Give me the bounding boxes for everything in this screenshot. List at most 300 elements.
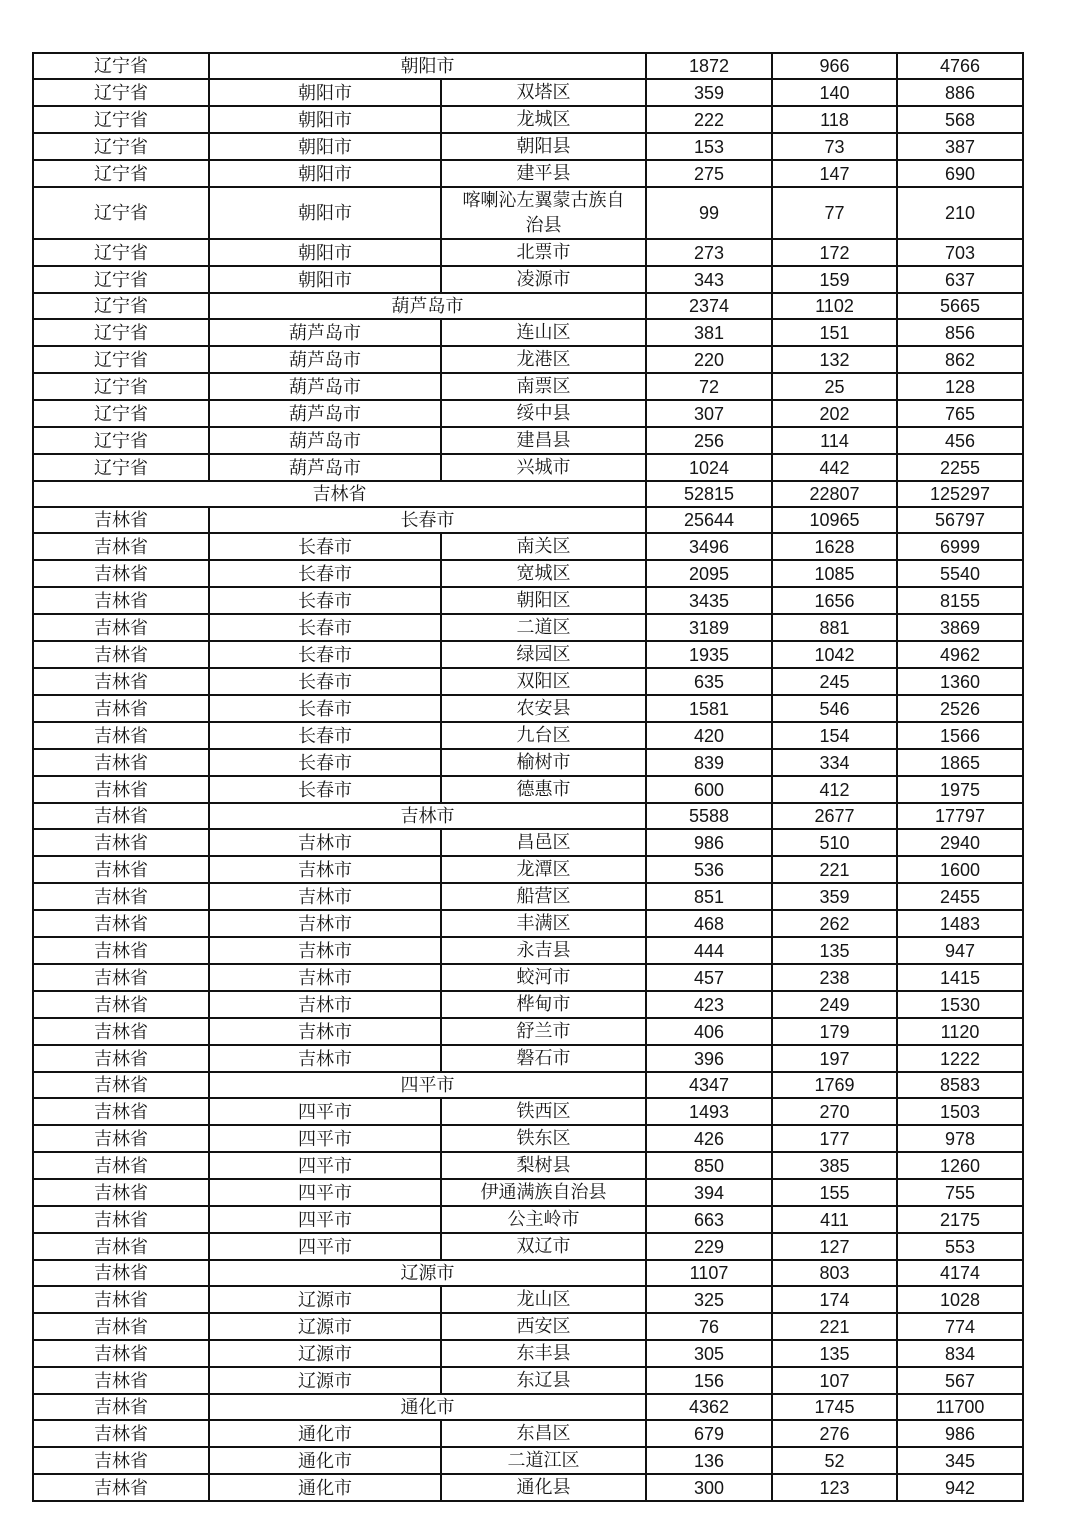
district-cell: 建平县 <box>441 160 646 187</box>
table-row <box>33 79 1023 106</box>
value2-cell: 881 <box>772 614 897 641</box>
value1-cell: 2095 <box>646 560 772 587</box>
table-row <box>33 133 1023 160</box>
province-cell: 吉林省 <box>33 587 209 614</box>
value2-cell: 132 <box>772 346 897 373</box>
value2-cell: 25 <box>772 373 897 400</box>
table-row <box>33 829 1023 856</box>
value2-cell: 135 <box>772 1340 897 1367</box>
province-cell: 吉林省 <box>33 1125 209 1152</box>
province-cell: 辽宁省 <box>33 319 209 346</box>
value3-cell: 345 <box>897 1447 1023 1474</box>
table-row <box>33 1098 1023 1125</box>
value3-cell: 1222 <box>897 1045 1023 1072</box>
table-row <box>33 1152 1023 1179</box>
value1-cell: 635 <box>646 668 772 695</box>
district-cell: 丰满区 <box>441 910 646 937</box>
province-cell: 吉林省 <box>33 1367 209 1394</box>
city-cell: 朝阳市 <box>209 160 441 187</box>
city-cell: 四平市 <box>209 1098 441 1125</box>
province-cell: 吉林省 <box>33 964 209 991</box>
table-row <box>33 1206 1023 1233</box>
value3-cell: 8155 <box>897 587 1023 614</box>
province-cell: 吉林省 <box>33 560 209 587</box>
value2-cell: 114 <box>772 427 897 454</box>
value3-cell: 856 <box>897 319 1023 346</box>
city-cell: 四平市 <box>209 1206 441 1233</box>
table-row <box>33 239 1023 266</box>
value1-cell: 220 <box>646 346 772 373</box>
value2-cell: 135 <box>772 937 897 964</box>
district-cell: 舒兰市 <box>441 1018 646 1045</box>
value3-cell: 8583 <box>897 1072 1023 1098</box>
value3-cell: 703 <box>897 239 1023 266</box>
value2-cell: 1769 <box>772 1072 897 1098</box>
value2-cell: 147 <box>772 160 897 187</box>
value1-cell: 1024 <box>646 454 772 481</box>
value3-cell: 774 <box>897 1313 1023 1340</box>
value3-cell: 755 <box>897 1179 1023 1206</box>
province-cell: 吉林省 <box>33 507 209 533</box>
city-cell: 吉林市 <box>209 1018 441 1045</box>
district-cell: 通化县 <box>441 1474 646 1501</box>
table-row <box>33 964 1023 991</box>
city-cell: 葫芦岛市 <box>209 346 441 373</box>
table-row <box>33 1394 1023 1420</box>
city-summary-cell: 葫芦岛市 <box>209 293 646 319</box>
city-cell: 朝阳市 <box>209 187 441 239</box>
city-summary-cell: 朝阳市 <box>209 53 646 79</box>
value3-cell: 5540 <box>897 560 1023 587</box>
province-cell: 吉林省 <box>33 1233 209 1260</box>
value2-cell: 411 <box>772 1206 897 1233</box>
value3-cell: 2940 <box>897 829 1023 856</box>
district-cell: 龙港区 <box>441 346 646 373</box>
value3-cell: 1483 <box>897 910 1023 937</box>
value3-cell: 11700 <box>897 1394 1023 1420</box>
city-summary-cell: 辽源市 <box>209 1260 646 1286</box>
province-cell: 吉林省 <box>33 1394 209 1420</box>
table-row <box>33 1367 1023 1394</box>
value3-cell: 1600 <box>897 856 1023 883</box>
district-cell: 昌邑区 <box>441 829 646 856</box>
value1-cell: 2374 <box>646 293 772 319</box>
value2-cell: 221 <box>772 856 897 883</box>
value3-cell: 1415 <box>897 964 1023 991</box>
value3-cell: 1260 <box>897 1152 1023 1179</box>
table-row <box>33 400 1023 427</box>
value3-cell: 1566 <box>897 722 1023 749</box>
province-summary-cell: 吉林省 <box>33 481 646 507</box>
table-row <box>33 1286 1023 1313</box>
value2-cell: 140 <box>772 79 897 106</box>
value2-cell: 1745 <box>772 1394 897 1420</box>
city-cell: 辽源市 <box>209 1313 441 1340</box>
district-cell: 永吉县 <box>441 937 646 964</box>
value3-cell: 4962 <box>897 641 1023 668</box>
value1-cell: 343 <box>646 266 772 293</box>
district-cell: 二道区 <box>441 614 646 641</box>
value3-cell: 2175 <box>897 1206 1023 1233</box>
city-cell: 葫芦岛市 <box>209 454 441 481</box>
province-cell: 吉林省 <box>33 776 209 803</box>
value1-cell: 4347 <box>646 1072 772 1098</box>
district-cell: 双塔区 <box>441 79 646 106</box>
table-row <box>33 160 1023 187</box>
table-row <box>33 910 1023 937</box>
table-row <box>33 481 1023 507</box>
district-cell: 桦甸市 <box>441 991 646 1018</box>
value1-cell: 679 <box>646 1420 772 1447</box>
city-cell: 朝阳市 <box>209 266 441 293</box>
district-cell: 南关区 <box>441 533 646 560</box>
value3-cell: 886 <box>897 79 1023 106</box>
province-cell: 辽宁省 <box>33 373 209 400</box>
value2-cell: 238 <box>772 964 897 991</box>
value1-cell: 600 <box>646 776 772 803</box>
district-cell: 蛟河市 <box>441 964 646 991</box>
value2-cell: 221 <box>772 1313 897 1340</box>
district-cell: 双阳区 <box>441 668 646 695</box>
value1-cell: 1581 <box>646 695 772 722</box>
province-cell: 吉林省 <box>33 937 209 964</box>
value1-cell: 229 <box>646 1233 772 1260</box>
city-cell: 吉林市 <box>209 856 441 883</box>
value2-cell: 155 <box>772 1179 897 1206</box>
city-cell: 四平市 <box>209 1233 441 1260</box>
value3-cell: 5665 <box>897 293 1023 319</box>
value1-cell: 839 <box>646 749 772 776</box>
province-cell: 吉林省 <box>33 910 209 937</box>
district-cell: 公主岭市 <box>441 1206 646 1233</box>
table-row <box>33 293 1023 319</box>
value1-cell: 3496 <box>646 533 772 560</box>
value1-cell: 222 <box>646 106 772 133</box>
value1-cell: 52815 <box>646 481 772 507</box>
district-cell: 伊通满族自治县 <box>441 1179 646 1206</box>
value2-cell: 174 <box>772 1286 897 1313</box>
district-cell: 绿园区 <box>441 641 646 668</box>
table-row <box>33 454 1023 481</box>
province-cell: 吉林省 <box>33 1179 209 1206</box>
value3-cell: 942 <box>897 1474 1023 1501</box>
value2-cell: 262 <box>772 910 897 937</box>
province-cell: 吉林省 <box>33 1206 209 1233</box>
city-cell: 辽源市 <box>209 1340 441 1367</box>
region-stats-table <box>32 52 1024 1502</box>
district-cell: 喀喇沁左翼蒙古族自治县 <box>441 187 646 239</box>
value3-cell: 1530 <box>897 991 1023 1018</box>
city-cell: 长春市 <box>209 614 441 641</box>
value3-cell: 637 <box>897 266 1023 293</box>
province-cell: 吉林省 <box>33 991 209 1018</box>
value3-cell: 1975 <box>897 776 1023 803</box>
table-row <box>33 1125 1023 1152</box>
city-cell: 通化市 <box>209 1420 441 1447</box>
table-row <box>33 533 1023 560</box>
district-cell: 二道江区 <box>441 1447 646 1474</box>
value3-cell: 690 <box>897 160 1023 187</box>
value2-cell: 22807 <box>772 481 897 507</box>
value2-cell: 73 <box>772 133 897 160</box>
province-cell: 吉林省 <box>33 1260 209 1286</box>
value3-cell: 1028 <box>897 1286 1023 1313</box>
value1-cell: 406 <box>646 1018 772 1045</box>
value3-cell: 128 <box>897 373 1023 400</box>
value1-cell: 394 <box>646 1179 772 1206</box>
table-row <box>33 560 1023 587</box>
city-cell: 吉林市 <box>209 829 441 856</box>
city-cell: 朝阳市 <box>209 133 441 160</box>
district-cell: 西安区 <box>441 1313 646 1340</box>
value2-cell: 276 <box>772 1420 897 1447</box>
city-cell: 辽源市 <box>209 1286 441 1313</box>
province-cell: 辽宁省 <box>33 106 209 133</box>
value1-cell: 325 <box>646 1286 772 1313</box>
city-summary-cell: 长春市 <box>209 507 646 533</box>
value1-cell: 444 <box>646 937 772 964</box>
district-cell: 龙潭区 <box>441 856 646 883</box>
value3-cell: 3869 <box>897 614 1023 641</box>
city-cell: 通化市 <box>209 1474 441 1501</box>
province-cell: 吉林省 <box>33 1313 209 1340</box>
district-cell: 磐石市 <box>441 1045 646 1072</box>
value1-cell: 457 <box>646 964 772 991</box>
value2-cell: 359 <box>772 883 897 910</box>
value1-cell: 420 <box>646 722 772 749</box>
province-cell: 吉林省 <box>33 695 209 722</box>
value2-cell: 127 <box>772 1233 897 1260</box>
district-cell: 连山区 <box>441 319 646 346</box>
table-row <box>33 266 1023 293</box>
city-cell: 葫芦岛市 <box>209 427 441 454</box>
district-cell: 东丰县 <box>441 1340 646 1367</box>
table-row <box>33 614 1023 641</box>
value2-cell: 334 <box>772 749 897 776</box>
city-cell: 通化市 <box>209 1447 441 1474</box>
city-cell: 吉林市 <box>209 991 441 1018</box>
province-cell: 吉林省 <box>33 1018 209 1045</box>
value2-cell: 270 <box>772 1098 897 1125</box>
value2-cell: 385 <box>772 1152 897 1179</box>
value1-cell: 1935 <box>646 641 772 668</box>
table-row <box>33 53 1023 79</box>
value1-cell: 153 <box>646 133 772 160</box>
value3-cell: 6999 <box>897 533 1023 560</box>
value1-cell: 136 <box>646 1447 772 1474</box>
value1-cell: 156 <box>646 1367 772 1394</box>
value3-cell: 834 <box>897 1340 1023 1367</box>
district-cell: 龙城区 <box>441 106 646 133</box>
city-cell: 长春市 <box>209 533 441 560</box>
province-cell: 辽宁省 <box>33 160 209 187</box>
province-cell: 吉林省 <box>33 614 209 641</box>
table-row <box>33 1045 1023 1072</box>
value2-cell: 172 <box>772 239 897 266</box>
value2-cell: 245 <box>772 668 897 695</box>
value3-cell: 2455 <box>897 883 1023 910</box>
value1-cell: 99 <box>646 187 772 239</box>
province-cell: 辽宁省 <box>33 293 209 319</box>
city-cell: 吉林市 <box>209 937 441 964</box>
province-cell: 吉林省 <box>33 1098 209 1125</box>
table-row <box>33 641 1023 668</box>
table-row <box>33 991 1023 1018</box>
value2-cell: 1628 <box>772 533 897 560</box>
value3-cell: 17797 <box>897 803 1023 829</box>
table-row <box>33 1233 1023 1260</box>
value1-cell: 76 <box>646 1313 772 1340</box>
value1-cell: 381 <box>646 319 772 346</box>
value3-cell: 1865 <box>897 749 1023 776</box>
value2-cell: 123 <box>772 1474 897 1501</box>
value3-cell: 1360 <box>897 668 1023 695</box>
table-row <box>33 1260 1023 1286</box>
value1-cell: 307 <box>646 400 772 427</box>
district-cell: 南票区 <box>441 373 646 400</box>
table-row <box>33 373 1023 400</box>
value1-cell: 4362 <box>646 1394 772 1420</box>
city-summary-cell: 通化市 <box>209 1394 646 1420</box>
value1-cell: 25644 <box>646 507 772 533</box>
province-cell: 吉林省 <box>33 641 209 668</box>
table-row <box>33 346 1023 373</box>
table-row <box>33 1340 1023 1367</box>
table-row <box>33 1447 1023 1474</box>
value3-cell: 947 <box>897 937 1023 964</box>
value1-cell: 305 <box>646 1340 772 1367</box>
value1-cell: 468 <box>646 910 772 937</box>
value1-cell: 986 <box>646 829 772 856</box>
value3-cell: 125297 <box>897 481 1023 507</box>
value1-cell: 256 <box>646 427 772 454</box>
province-cell: 吉林省 <box>33 829 209 856</box>
city-cell: 葫芦岛市 <box>209 319 441 346</box>
table-row <box>33 187 1023 239</box>
city-cell: 四平市 <box>209 1152 441 1179</box>
value2-cell: 159 <box>772 266 897 293</box>
value1-cell: 3189 <box>646 614 772 641</box>
value3-cell: 986 <box>897 1420 1023 1447</box>
value3-cell: 553 <box>897 1233 1023 1260</box>
value1-cell: 850 <box>646 1152 772 1179</box>
province-cell: 吉林省 <box>33 722 209 749</box>
district-cell: 铁东区 <box>441 1125 646 1152</box>
district-cell: 北票市 <box>441 239 646 266</box>
province-cell: 辽宁省 <box>33 454 209 481</box>
table-row <box>33 1313 1023 1340</box>
table-row <box>33 427 1023 454</box>
province-cell: 吉林省 <box>33 749 209 776</box>
table-row <box>33 937 1023 964</box>
city-cell: 长春市 <box>209 668 441 695</box>
value2-cell: 202 <box>772 400 897 427</box>
value3-cell: 2526 <box>897 695 1023 722</box>
value2-cell: 177 <box>772 1125 897 1152</box>
value2-cell: 179 <box>772 1018 897 1045</box>
district-cell: 朝阳区 <box>441 587 646 614</box>
district-cell: 德惠市 <box>441 776 646 803</box>
value1-cell: 536 <box>646 856 772 883</box>
table-row <box>33 749 1023 776</box>
table-row <box>33 507 1023 533</box>
value1-cell: 851 <box>646 883 772 910</box>
table-row <box>33 722 1023 749</box>
province-cell: 吉林省 <box>33 1152 209 1179</box>
value2-cell: 412 <box>772 776 897 803</box>
district-cell: 梨树县 <box>441 1152 646 1179</box>
district-cell: 东辽县 <box>441 1367 646 1394</box>
value2-cell: 442 <box>772 454 897 481</box>
district-cell: 东昌区 <box>441 1420 646 1447</box>
city-cell: 辽源市 <box>209 1367 441 1394</box>
city-cell: 吉林市 <box>209 883 441 910</box>
value2-cell: 77 <box>772 187 897 239</box>
value2-cell: 10965 <box>772 507 897 533</box>
value2-cell: 107 <box>772 1367 897 1394</box>
value2-cell: 151 <box>772 319 897 346</box>
table-row <box>33 1018 1023 1045</box>
province-cell: 辽宁省 <box>33 239 209 266</box>
value2-cell: 154 <box>772 722 897 749</box>
province-cell: 吉林省 <box>33 1045 209 1072</box>
value1-cell: 426 <box>646 1125 772 1152</box>
value3-cell: 1120 <box>897 1018 1023 1045</box>
value2-cell: 1042 <box>772 641 897 668</box>
province-cell: 吉林省 <box>33 803 209 829</box>
table-row <box>33 1072 1023 1098</box>
province-cell: 吉林省 <box>33 883 209 910</box>
district-cell: 宽城区 <box>441 560 646 587</box>
value1-cell: 300 <box>646 1474 772 1501</box>
value1-cell: 3435 <box>646 587 772 614</box>
city-summary-cell: 四平市 <box>209 1072 646 1098</box>
value2-cell: 197 <box>772 1045 897 1072</box>
value3-cell: 862 <box>897 346 1023 373</box>
city-cell: 吉林市 <box>209 964 441 991</box>
district-cell: 建昌县 <box>441 427 646 454</box>
table-row <box>33 856 1023 883</box>
city-cell: 长春市 <box>209 776 441 803</box>
district-cell: 九台区 <box>441 722 646 749</box>
province-cell: 辽宁省 <box>33 133 209 160</box>
city-cell: 朝阳市 <box>209 79 441 106</box>
value3-cell: 567 <box>897 1367 1023 1394</box>
city-cell: 长春市 <box>209 641 441 668</box>
value2-cell: 1656 <box>772 587 897 614</box>
city-cell: 长春市 <box>209 560 441 587</box>
district-cell: 绥中县 <box>441 400 646 427</box>
value2-cell: 966 <box>772 53 897 79</box>
table-row <box>33 587 1023 614</box>
province-cell: 辽宁省 <box>33 187 209 239</box>
district-cell: 农安县 <box>441 695 646 722</box>
value3-cell: 2255 <box>897 454 1023 481</box>
city-cell: 葫芦岛市 <box>209 373 441 400</box>
value1-cell: 359 <box>646 79 772 106</box>
value1-cell: 1107 <box>646 1260 772 1286</box>
table-row <box>33 803 1023 829</box>
province-cell: 辽宁省 <box>33 346 209 373</box>
province-cell: 辽宁省 <box>33 427 209 454</box>
city-cell: 四平市 <box>209 1125 441 1152</box>
district-cell: 龙山区 <box>441 1286 646 1313</box>
province-cell: 吉林省 <box>33 1286 209 1313</box>
value3-cell: 456 <box>897 427 1023 454</box>
table-row <box>33 106 1023 133</box>
city-cell: 长春市 <box>209 722 441 749</box>
province-cell: 吉林省 <box>33 856 209 883</box>
